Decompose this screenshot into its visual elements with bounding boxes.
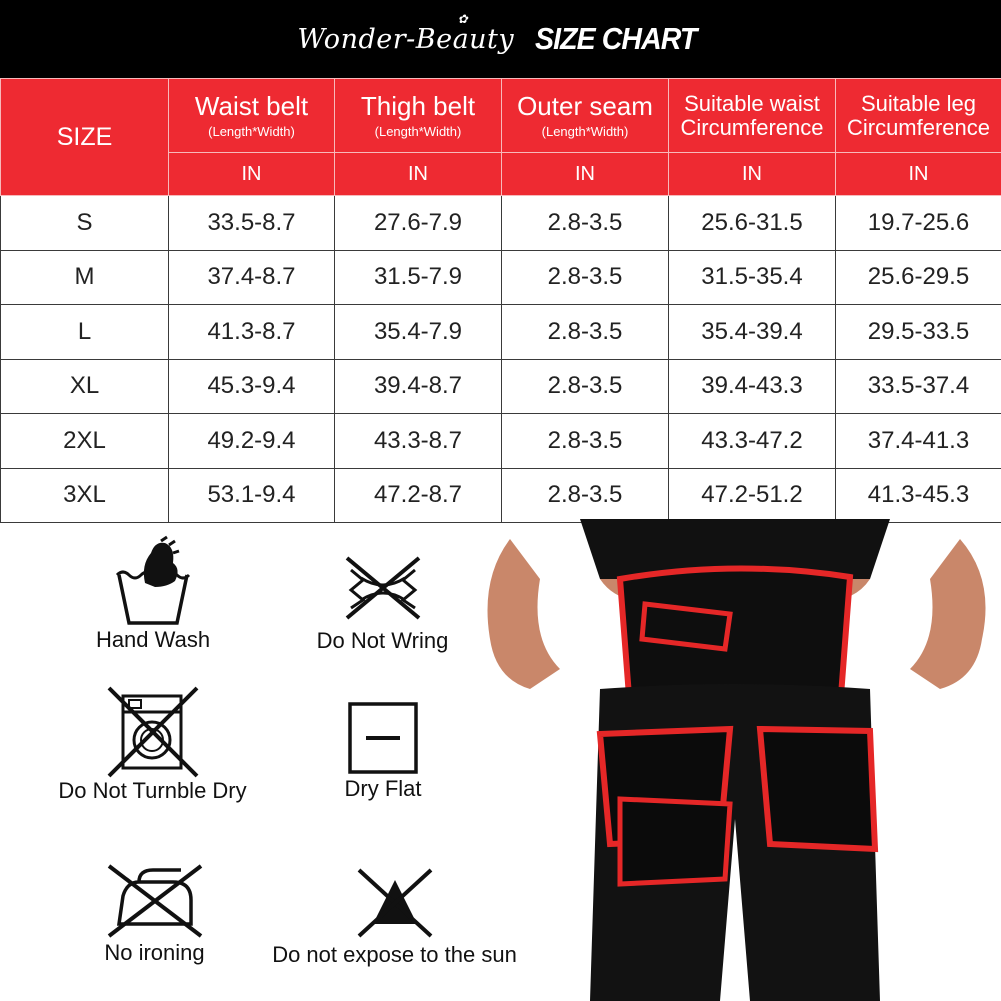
do-not-tumble-dry-icon xyxy=(105,686,201,778)
care-label: Dry Flat xyxy=(344,776,422,801)
table-cell: 25.6-29.5 xyxy=(836,250,1001,305)
table-cell: 33.5-37.4 xyxy=(836,359,1001,414)
table-cell: 45.3-9.4 xyxy=(169,359,335,414)
unit-cell: IN xyxy=(836,153,1001,196)
size-cell: 3XL xyxy=(1,468,169,523)
brand-name: Wonder-Beauty xyxy=(297,23,515,55)
table-cell: 37.4-8.7 xyxy=(169,250,335,305)
table-cell: 39.4-43.3 xyxy=(669,359,836,414)
table-row xyxy=(1,196,1001,251)
thigh-belt-right xyxy=(760,729,875,849)
table-row xyxy=(1,305,1001,360)
table-cell: 53.1-9.4 xyxy=(169,468,335,523)
header-banner xyxy=(0,0,1001,78)
care-dry-flat xyxy=(322,700,444,802)
column-subtitle: (Length*Width) xyxy=(541,124,629,139)
table-row xyxy=(1,414,1001,469)
column-title: Thigh belt xyxy=(360,91,476,121)
size-cell: L xyxy=(1,305,169,360)
column-title: Suitable waist xyxy=(684,90,820,116)
table-cell: 2.8-3.5 xyxy=(502,359,669,414)
unit-cell: IN xyxy=(169,153,335,196)
table-cell: 2.8-3.5 xyxy=(502,468,669,523)
waist-belt-flap xyxy=(642,604,730,649)
column-header-thigh-belt xyxy=(335,79,502,153)
column-header-suitable-waist xyxy=(669,79,836,153)
model-right-arm xyxy=(910,539,986,689)
care-label: Do Not Wring xyxy=(316,628,449,653)
care-label: No ironing xyxy=(104,940,205,965)
column-title: Outer seam xyxy=(517,91,653,121)
care-do-not-tumble-dry xyxy=(45,686,260,804)
do-not-wring-icon xyxy=(341,548,425,628)
table-header-row xyxy=(1,79,1001,153)
column-subtitle: Circumference xyxy=(680,114,824,140)
column-subtitle: Circumference xyxy=(846,114,991,140)
care-label: Hand Wash xyxy=(95,627,211,652)
no-ironing-icon xyxy=(105,862,205,940)
care-label: Do not expose to the sun xyxy=(272,942,517,967)
no-sun-icon xyxy=(353,862,437,942)
column-subtitle: (Length*Width) xyxy=(374,124,462,139)
table-cell: 19.7-25.6 xyxy=(836,196,1001,251)
care-hand-wash xyxy=(78,535,228,653)
table-cell: 39.4-8.7 xyxy=(335,359,502,414)
table-cell: 2.8-3.5 xyxy=(502,250,669,305)
unit-cell: IN xyxy=(669,153,836,196)
column-title: Suitable leg xyxy=(861,90,976,116)
brand-logo xyxy=(297,11,515,55)
table-cell: 47.2-51.2 xyxy=(669,468,836,523)
table-cell: 47.2-8.7 xyxy=(335,468,502,523)
brand-flourish-icon: ✿ xyxy=(457,11,469,26)
table-cell: 31.5-35.4 xyxy=(669,250,836,305)
size-table xyxy=(0,78,1001,523)
table-cell: 2.8-3.5 xyxy=(502,196,669,251)
size-cell: S xyxy=(1,196,169,251)
table-cell: 35.4-39.4 xyxy=(669,305,836,360)
table-cell: 2.8-3.5 xyxy=(502,305,669,360)
table-row xyxy=(1,250,1001,305)
model-left-arm xyxy=(488,539,561,689)
product-model-image xyxy=(470,519,1001,1001)
table-row xyxy=(1,359,1001,414)
hand-wash-icon xyxy=(111,535,195,627)
care-no-ironing xyxy=(82,862,227,966)
column-header-suitable-leg xyxy=(836,79,1001,153)
table-row xyxy=(1,468,1001,523)
unit-cell: IN xyxy=(335,153,502,196)
table-cell: 43.3-8.7 xyxy=(335,414,502,469)
column-header-waist-belt xyxy=(169,79,335,153)
table-cell: 35.4-7.9 xyxy=(335,305,502,360)
table-cell: 2.8-3.5 xyxy=(502,414,669,469)
dry-flat-icon xyxy=(344,700,422,776)
table-cell: 49.2-9.4 xyxy=(169,414,335,469)
page-title: SIZE CHART xyxy=(535,21,697,56)
column-title: Waist belt xyxy=(194,91,309,121)
care-label: Do Not Turnble Dry xyxy=(58,778,247,803)
table-cell: 43.3-47.2 xyxy=(669,414,836,469)
table-cell: 37.4-41.3 xyxy=(836,414,1001,469)
table-cell: 25.6-31.5 xyxy=(669,196,836,251)
column-subtitle: (Length*Width) xyxy=(208,124,295,139)
column-header-outer-seam xyxy=(502,79,669,153)
size-cell: 2XL xyxy=(1,414,169,469)
unit-cell: IN xyxy=(502,153,669,196)
table-cell: 41.3-45.3 xyxy=(836,468,1001,523)
size-header: SIZE xyxy=(1,79,169,196)
table-cell: 33.5-8.7 xyxy=(169,196,335,251)
thigh-belt-left-lower xyxy=(620,799,730,884)
size-cell: XL xyxy=(1,359,169,414)
table-cell: 29.5-33.5 xyxy=(836,305,1001,360)
care-do-not-wring xyxy=(305,548,460,654)
table-cell: 31.5-7.9 xyxy=(335,250,502,305)
size-cell: M xyxy=(1,250,169,305)
table-cell: 27.6-7.9 xyxy=(335,196,502,251)
table-cell: 41.3-8.7 xyxy=(169,305,335,360)
